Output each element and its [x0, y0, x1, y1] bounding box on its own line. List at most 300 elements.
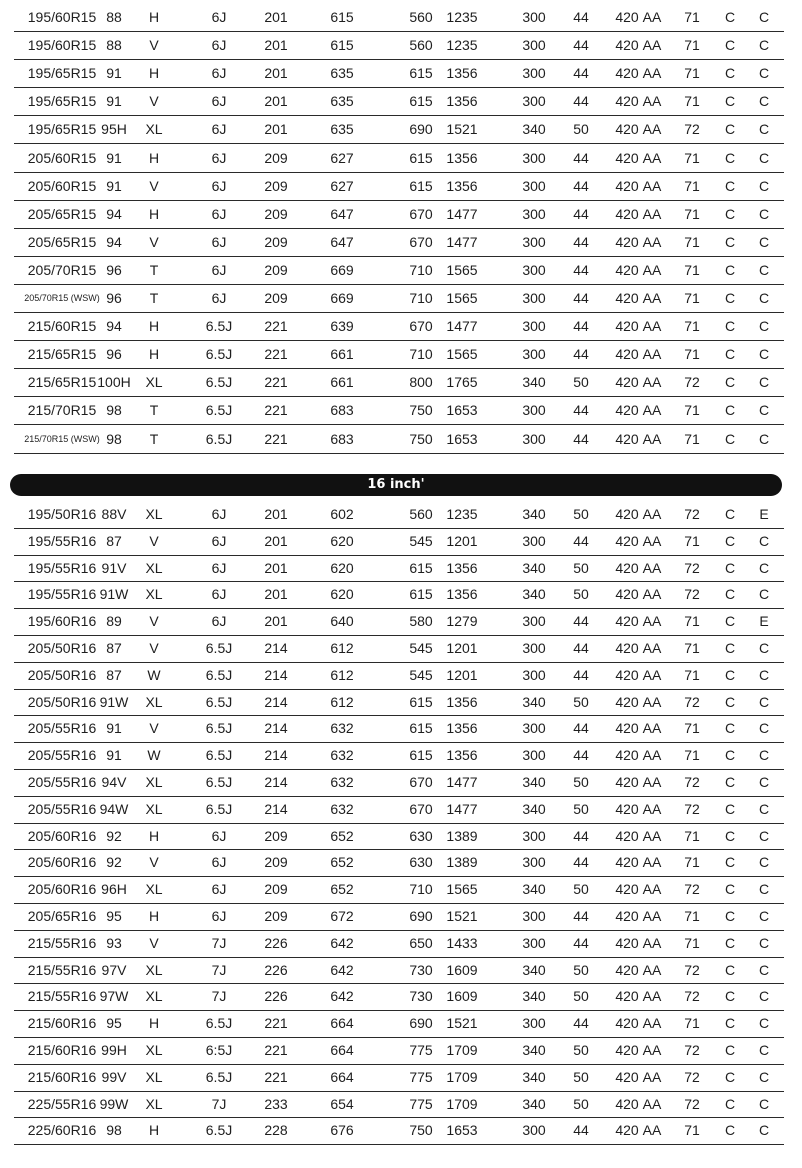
cell-max-pressure-psi: 44 [573, 532, 589, 549]
cell-wet-grip: C [758, 532, 770, 549]
cell-overall-diameter: 639 [330, 318, 354, 335]
cell-temperature-grade: C [724, 961, 736, 978]
cell-load-lbs: 1565 [446, 881, 478, 898]
cell-treadwear: 420 [615, 177, 639, 194]
cell-load-kg: 670 [409, 800, 433, 817]
cell-traction: AA [642, 640, 662, 656]
cell-noise-db: 71 [684, 290, 700, 306]
cell-traction: AA [642, 261, 662, 278]
cell-treadwear: 420 [615, 1042, 639, 1058]
cell-load-lbs: 1356 [446, 559, 478, 576]
cell-speed-rating: V [149, 177, 159, 194]
cell-wet-grip: C [758, 934, 770, 951]
cell-temperature-grade: C [724, 1068, 736, 1085]
cell-load-lbs: 1201 [446, 666, 478, 683]
cell-wet-grip: C [758, 149, 770, 166]
cell-load-kg: 545 [409, 666, 433, 683]
cell-load-kg: 670 [409, 774, 433, 790]
cell-speed-rating: XL [145, 800, 163, 817]
cell-noise-db: 71 [684, 1122, 700, 1139]
cell-max-pressure-kpa: 340 [522, 559, 546, 576]
table-row [14, 1065, 784, 1092]
cell-overall-diameter: 652 [330, 854, 354, 871]
cell-temperature-grade: C [724, 374, 736, 391]
cell-overall-diameter: 632 [330, 747, 354, 764]
cell-section-width: 221 [264, 346, 288, 363]
cell-section-width: 209 [264, 854, 288, 871]
cell-max-pressure-kpa: 340 [522, 800, 546, 817]
cell-tire-size: 205/55R16 [27, 800, 97, 817]
cell-max-pressure-kpa: 300 [522, 9, 546, 25]
cell-temperature-grade: C [724, 881, 736, 898]
table-row [14, 397, 784, 425]
cell-treadwear: 420 [615, 640, 639, 656]
cell-tire-size: 195/60R15 [27, 37, 97, 54]
cell-overall-diameter: 669 [330, 290, 354, 306]
cell-noise-db: 71 [684, 9, 700, 25]
cell-speed-rating: T [149, 402, 159, 419]
cell-max-pressure-psi: 44 [573, 261, 589, 278]
cell-load-index: 98 [106, 402, 122, 419]
cell-max-pressure-kpa: 340 [522, 121, 546, 138]
cell-load-kg: 730 [409, 961, 433, 978]
cell-noise-db: 72 [684, 374, 700, 391]
cell-tire-size: 215/55R16 [27, 934, 97, 951]
cell-overall-diameter: 632 [330, 720, 354, 737]
table-row [14, 529, 784, 556]
cell-speed-rating: V [149, 720, 159, 737]
cell-rim-width: 6J [211, 881, 227, 898]
cell-load-kg: 615 [409, 149, 433, 166]
cell-speed-rating: H [148, 1122, 160, 1139]
cell-load-index: 88 [106, 9, 122, 25]
cell-treadwear: 420 [615, 290, 639, 306]
cell-treadwear: 420 [615, 586, 639, 603]
cell-load-kg: 710 [409, 881, 433, 898]
cell-max-pressure-kpa: 300 [522, 640, 546, 656]
section-heading-16-inch: 16 inch' [10, 474, 782, 496]
cell-load-index: 89 [106, 613, 122, 630]
cell-noise-db: 71 [684, 93, 700, 110]
table-row [14, 341, 784, 369]
cell-overall-diameter: 652 [330, 881, 354, 898]
cell-load-lbs: 1477 [446, 233, 478, 250]
cell-load-lbs: 1356 [446, 177, 478, 194]
cell-speed-rating: H [148, 346, 160, 363]
cell-tire-size: 215/70R15 [27, 402, 97, 419]
cell-noise-db: 72 [684, 774, 700, 790]
cell-wet-grip: C [758, 586, 770, 603]
cell-speed-rating: XL [145, 961, 163, 978]
table-row [14, 502, 784, 529]
cell-wet-grip: C [758, 318, 770, 335]
cell-wet-grip: C [758, 908, 770, 924]
cell-speed-rating: XL [145, 559, 163, 576]
cell-speed-rating: T [149, 430, 159, 447]
cell-traction: AA [642, 720, 662, 737]
table-row [14, 285, 784, 313]
cell-load-kg: 710 [409, 261, 433, 278]
cell-rim-width: 6.5J [205, 318, 233, 335]
table-row [14, 116, 784, 144]
cell-wet-grip: C [758, 37, 770, 54]
cell-load-kg: 800 [409, 374, 433, 391]
cell-load-index: 88V [101, 506, 127, 522]
cell-rim-width: 7J [211, 1095, 227, 1112]
cell-load-lbs: 1565 [446, 346, 478, 363]
cell-section-width: 214 [264, 800, 288, 817]
cell-traction: AA [642, 800, 662, 817]
cell-max-pressure-psi: 44 [573, 666, 589, 683]
cell-treadwear: 420 [615, 37, 639, 54]
cell-tire-size: 195/65R15 [27, 65, 97, 82]
cell-traction: AA [642, 1068, 662, 1085]
cell-load-lbs: 1433 [446, 934, 478, 951]
table-row [14, 60, 784, 88]
cell-load-index: 98 [106, 1122, 122, 1139]
cell-max-pressure-psi: 44 [573, 65, 589, 82]
cell-section-width: 226 [264, 988, 288, 1005]
cell-section-width: 201 [264, 9, 288, 25]
cell-traction: AA [642, 65, 662, 82]
cell-treadwear: 420 [615, 374, 639, 391]
cell-temperature-grade: C [724, 346, 736, 363]
cell-max-pressure-kpa: 340 [522, 774, 546, 790]
cell-traction: AA [642, 613, 662, 630]
cell-temperature-grade: C [724, 65, 736, 82]
cell-temperature-grade: C [724, 988, 736, 1005]
cell-max-pressure-psi: 50 [573, 1042, 589, 1058]
cell-speed-rating: H [148, 9, 160, 25]
cell-max-pressure-kpa: 300 [522, 65, 546, 82]
cell-max-pressure-kpa: 340 [522, 1095, 546, 1112]
cell-traction: AA [642, 559, 662, 576]
cell-temperature-grade: C [724, 1122, 736, 1139]
cell-load-kg: 560 [409, 506, 433, 522]
cell-rim-width: 6.5J [205, 402, 233, 419]
cell-load-kg: 615 [409, 586, 433, 603]
cell-wet-grip: C [758, 666, 770, 683]
cell-overall-diameter: 615 [330, 37, 354, 54]
cell-section-width: 209 [264, 261, 288, 278]
cell-speed-rating: V [149, 532, 159, 549]
cell-noise-db: 72 [684, 800, 700, 817]
cell-wet-grip: C [758, 9, 770, 25]
cell-max-pressure-psi: 44 [573, 854, 589, 871]
cell-load-index: 94 [106, 318, 122, 335]
cell-load-index: 97V [101, 961, 127, 978]
cell-load-lbs: 1521 [446, 121, 478, 138]
cell-wet-grip: C [758, 1122, 770, 1139]
cell-max-pressure-kpa: 340 [522, 961, 546, 978]
cell-load-lbs: 1653 [446, 1122, 478, 1139]
cell-load-kg: 650 [409, 934, 433, 951]
cell-overall-diameter: 632 [330, 774, 354, 790]
cell-noise-db: 71 [684, 205, 700, 222]
cell-max-pressure-kpa: 300 [522, 205, 546, 222]
cell-wet-grip: C [758, 720, 770, 737]
cell-overall-diameter: 661 [330, 374, 354, 391]
cell-speed-rating: XL [145, 374, 163, 391]
cell-speed-rating: V [149, 934, 159, 951]
cell-wet-grip: C [758, 881, 770, 898]
cell-overall-diameter: 652 [330, 827, 354, 844]
cell-overall-diameter: 683 [330, 430, 354, 447]
cell-treadwear: 420 [615, 747, 639, 764]
cell-noise-db: 71 [684, 720, 700, 737]
cell-section-width: 201 [264, 506, 288, 522]
cell-max-pressure-psi: 50 [573, 961, 589, 978]
cell-tire-size: 195/65R15 [27, 93, 97, 110]
cell-speed-rating: XL [145, 881, 163, 898]
cell-speed-rating: V [149, 613, 159, 630]
cell-tire-size: 195/65R15 [27, 121, 97, 138]
cell-traction: AA [642, 149, 662, 166]
cell-treadwear: 420 [615, 1095, 639, 1112]
cell-max-pressure-psi: 44 [573, 233, 589, 250]
cell-max-pressure-kpa: 300 [522, 318, 546, 335]
cell-temperature-grade: C [724, 640, 736, 656]
cell-overall-diameter: 683 [330, 402, 354, 419]
table-row [14, 636, 784, 663]
table-row [14, 556, 784, 583]
cell-wet-grip: C [758, 177, 770, 194]
cell-load-kg: 670 [409, 318, 433, 335]
cell-wet-grip: C [758, 961, 770, 978]
cell-load-index: 95H [101, 121, 127, 138]
cell-wet-grip: E [759, 613, 769, 630]
cell-load-lbs: 1477 [446, 800, 478, 817]
cell-overall-diameter: 620 [330, 586, 354, 603]
cell-treadwear: 420 [615, 988, 639, 1005]
cell-load-lbs: 1565 [446, 290, 478, 306]
cell-load-index: 91W [99, 586, 129, 603]
cell-wet-grip: C [758, 261, 770, 278]
cell-tire-size: 205/60R15 [27, 149, 97, 166]
cell-load-lbs: 1565 [446, 261, 478, 278]
cell-load-kg: 750 [409, 1122, 433, 1139]
cell-traction: AA [642, 1122, 662, 1139]
cell-treadwear: 420 [615, 881, 639, 898]
cell-load-index: 96 [106, 346, 122, 363]
table-row [14, 1092, 784, 1119]
cell-wet-grip: C [758, 121, 770, 138]
cell-load-index: 99V [101, 1068, 127, 1085]
table-row [14, 4, 784, 32]
cell-noise-db: 72 [684, 881, 700, 898]
cell-noise-db: 71 [684, 430, 700, 447]
cell-load-index: 97W [99, 988, 129, 1005]
cell-overall-diameter: 612 [330, 693, 354, 710]
cell-load-lbs: 1521 [446, 1015, 478, 1032]
cell-overall-diameter: 627 [330, 149, 354, 166]
cell-noise-db: 71 [684, 934, 700, 951]
cell-speed-rating: W [147, 747, 161, 764]
cell-load-kg: 545 [409, 532, 433, 549]
cell-treadwear: 420 [615, 65, 639, 82]
cell-load-kg: 710 [409, 346, 433, 363]
cell-rim-width: 6.5J [205, 800, 233, 817]
cell-speed-rating: V [149, 93, 159, 110]
cell-wet-grip: C [758, 827, 770, 844]
cell-tire-size: 205/70R15 (WSW) [24, 293, 100, 303]
cell-tire-size: 205/60R16 [27, 881, 97, 898]
cell-rim-width: 6J [211, 65, 227, 82]
cell-wet-grip: C [758, 93, 770, 110]
cell-wet-grip: C [758, 65, 770, 82]
cell-rim-width: 6.5J [205, 1122, 233, 1139]
cell-section-width: 201 [264, 65, 288, 82]
cell-load-lbs: 1709 [446, 1095, 478, 1112]
table-row [14, 743, 784, 770]
cell-section-width: 209 [264, 827, 288, 844]
cell-rim-width: 6J [211, 37, 227, 54]
cell-temperature-grade: C [724, 559, 736, 576]
cell-tire-size: 215/60R15 [27, 318, 97, 335]
cell-overall-diameter: 654 [330, 1095, 354, 1112]
cell-rim-width: 7J [211, 961, 227, 978]
cell-noise-db: 71 [684, 318, 700, 335]
table-row [14, 88, 784, 116]
cell-load-lbs: 1653 [446, 430, 478, 447]
cell-load-kg: 545 [409, 640, 433, 656]
cell-tire-size: 195/55R16 [27, 586, 97, 603]
cell-overall-diameter: 647 [330, 205, 354, 222]
cell-temperature-grade: C [724, 1095, 736, 1112]
cell-load-lbs: 1709 [446, 1068, 478, 1085]
cell-speed-rating: XL [145, 586, 163, 603]
cell-max-pressure-psi: 44 [573, 430, 589, 447]
cell-noise-db: 71 [684, 747, 700, 764]
cell-tire-size: 205/65R15 [27, 205, 97, 222]
cell-section-width: 201 [264, 93, 288, 110]
cell-speed-rating: XL [145, 506, 163, 522]
cell-traction: AA [642, 9, 662, 25]
cell-load-lbs: 1201 [446, 640, 478, 656]
cell-overall-diameter: 664 [330, 1015, 354, 1032]
cell-noise-db: 71 [684, 346, 700, 363]
cell-rim-width: 6J [211, 908, 227, 924]
cell-section-width: 228 [264, 1122, 288, 1139]
cell-tire-size: 195/60R16 [27, 613, 97, 630]
cell-temperature-grade: C [724, 318, 736, 335]
cell-temperature-grade: C [724, 1042, 736, 1058]
cell-load-lbs: 1356 [446, 693, 478, 710]
cell-temperature-grade: C [724, 149, 736, 166]
cell-load-kg: 775 [409, 1068, 433, 1085]
cell-wet-grip: C [758, 559, 770, 576]
cell-temperature-grade: C [724, 693, 736, 710]
cell-treadwear: 420 [615, 233, 639, 250]
cell-max-pressure-kpa: 300 [522, 666, 546, 683]
cell-wet-grip: C [758, 430, 770, 447]
cell-load-index: 96 [106, 261, 122, 278]
cell-max-pressure-kpa: 300 [522, 827, 546, 844]
cell-section-width: 201 [264, 613, 288, 630]
table-row [14, 369, 784, 397]
cell-max-pressure-psi: 44 [573, 93, 589, 110]
cell-max-pressure-psi: 44 [573, 1122, 589, 1139]
cell-load-index: 99W [99, 1095, 129, 1112]
cell-load-index: 87 [106, 666, 122, 683]
cell-max-pressure-psi: 50 [573, 586, 589, 603]
cell-noise-db: 72 [684, 1042, 700, 1058]
table-row [14, 663, 784, 690]
cell-load-index: 91 [106, 720, 122, 737]
cell-noise-db: 71 [684, 1015, 700, 1032]
table-row [14, 257, 784, 285]
cell-overall-diameter: 640 [330, 613, 354, 630]
cell-load-lbs: 1609 [446, 961, 478, 978]
cell-section-width: 221 [264, 402, 288, 419]
cell-wet-grip: C [758, 1068, 770, 1085]
cell-wet-grip: C [758, 402, 770, 419]
cell-rim-width: 6J [211, 559, 227, 576]
cell-tire-size: 205/50R16 [27, 693, 97, 710]
cell-speed-rating: H [148, 827, 160, 844]
cell-treadwear: 420 [615, 506, 639, 522]
cell-max-pressure-kpa: 300 [522, 613, 546, 630]
cell-wet-grip: C [758, 854, 770, 871]
cell-max-pressure-kpa: 300 [522, 720, 546, 737]
cell-wet-grip: C [758, 988, 770, 1005]
cell-tire-size: 215/60R16 [27, 1015, 97, 1032]
cell-traction: AA [642, 506, 662, 522]
cell-temperature-grade: C [724, 233, 736, 250]
cell-overall-diameter: 664 [330, 1042, 354, 1058]
cell-section-width: 209 [264, 233, 288, 250]
cell-tire-size: 205/55R16 [27, 720, 97, 737]
cell-wet-grip: C [758, 693, 770, 710]
cell-noise-db: 71 [684, 908, 700, 924]
cell-section-width: 214 [264, 720, 288, 737]
cell-wet-grip: C [758, 374, 770, 391]
cell-traction: AA [642, 774, 662, 790]
cell-treadwear: 420 [615, 318, 639, 335]
cell-speed-rating: XL [145, 121, 163, 138]
cell-wet-grip: C [758, 1015, 770, 1032]
cell-load-kg: 615 [409, 559, 433, 576]
cell-speed-rating: H [148, 1015, 160, 1032]
cell-traction: AA [642, 430, 662, 447]
cell-temperature-grade: C [724, 747, 736, 764]
cell-temperature-grade: C [724, 613, 736, 630]
cell-max-pressure-kpa: 340 [522, 693, 546, 710]
cell-max-pressure-kpa: 340 [522, 1042, 546, 1058]
cell-max-pressure-psi: 50 [573, 559, 589, 576]
cell-speed-rating: H [148, 149, 160, 166]
cell-traction: AA [642, 908, 662, 924]
cell-wet-grip: C [758, 205, 770, 222]
cell-noise-db: 71 [684, 640, 700, 656]
cell-max-pressure-kpa: 300 [522, 177, 546, 194]
table-row [14, 173, 784, 201]
cell-rim-width: 6J [211, 205, 227, 222]
cell-tire-size: 215/65R15 [27, 346, 97, 363]
cell-speed-rating: V [149, 640, 159, 656]
cell-traction: AA [642, 1042, 662, 1058]
cell-load-lbs: 1235 [446, 506, 478, 522]
cell-tire-size: 215/65R15 [27, 374, 97, 391]
cell-load-kg: 560 [409, 37, 433, 54]
cell-load-kg: 615 [409, 720, 433, 737]
cell-load-index: 92 [106, 827, 122, 844]
cell-rim-width: 7J [211, 988, 227, 1005]
cell-load-lbs: 1356 [446, 65, 478, 82]
cell-treadwear: 420 [615, 93, 639, 110]
cell-temperature-grade: C [724, 827, 736, 844]
cell-noise-db: 72 [684, 1068, 700, 1085]
